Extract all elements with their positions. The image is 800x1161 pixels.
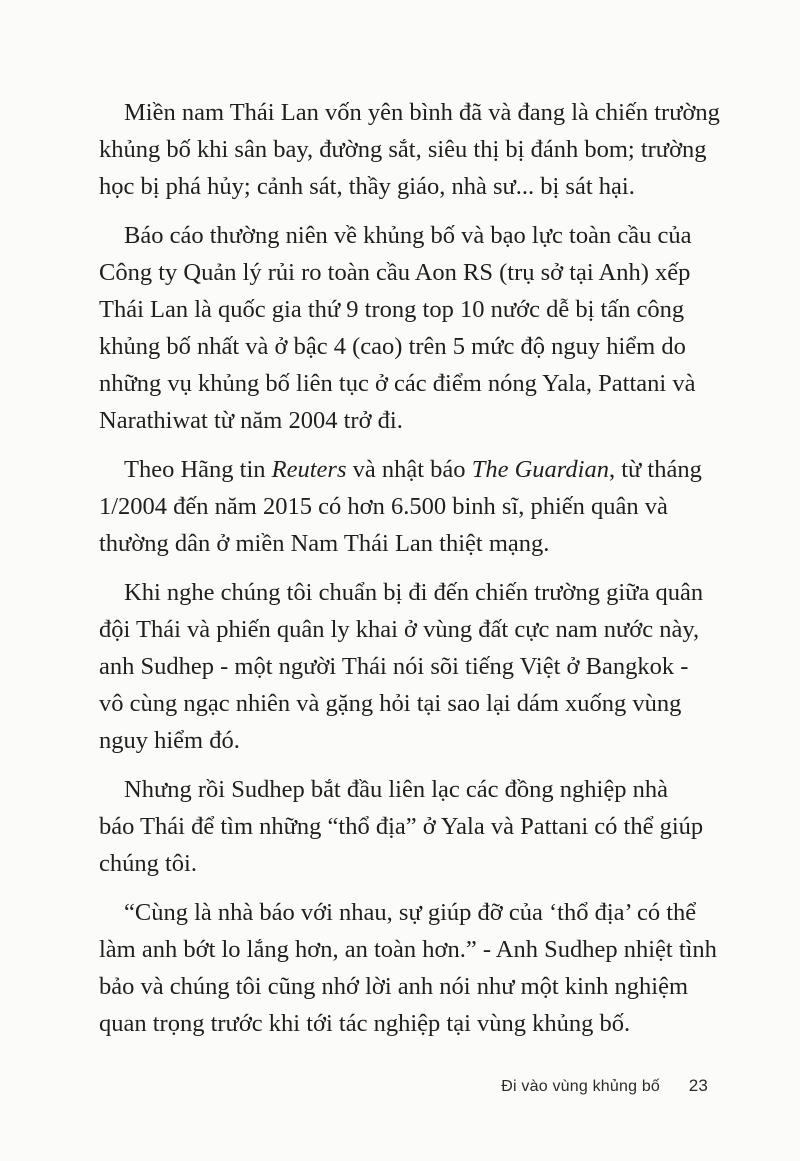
text-line: học bị phá hủy; cảnh sát, thầy giáo, nhà sư... bị sát hại. <box>99 173 635 200</box>
text-line: thường dân ở miền Nam Thái Lan thiệt mạng. <box>99 530 550 557</box>
paragraph-3 <box>99 451 706 562</box>
running-chapter-title: Đi vào vùng khủng bố <box>501 1078 661 1095</box>
text-line: nguy hiểm đó. <box>99 727 240 754</box>
text-run: , từ tháng <box>608 456 702 483</box>
text-line: làm anh bớt lo lắng hơn, an toàn hơn.” - Anh Sudhep nhiệt tình <box>99 936 717 963</box>
text-line: Thái Lan là quốc gia thứ 9 trong top 10 nước dễ bị tấn công <box>99 296 685 323</box>
text-line: “Cùng là nhà báo với nhau, sự giúp đỡ của ‘thổ địa’ có thể <box>124 899 697 926</box>
text-line: Khi nghe chúng tôi chuẩn bị đi đến chiến trường giữa quân <box>124 579 704 606</box>
text-line: anh Sudhep - một người Thái nói sõi tiếng Việt ở Bangkok - <box>99 653 689 680</box>
text-line: đội Thái và phiến quân ly khai ở vùng đất cực nam nước này, <box>99 616 700 643</box>
paragraph-2 <box>99 217 706 439</box>
publication-name-reuters: Reuters <box>271 456 347 483</box>
page-number: 23 <box>688 1076 708 1095</box>
paragraph-5 <box>99 771 706 882</box>
text-line: quan trọng trước khi tới tác nghiệp tại vùng khủng bố. <box>99 1010 631 1037</box>
body-text <box>99 94 720 1054</box>
text-line: bảo và chúng tôi cũng nhớ lời anh nói như một kinh nghiệm <box>99 973 689 1000</box>
text-run: Theo Hãng tin <box>124 456 272 483</box>
text-line: chúng tôi. <box>99 850 197 877</box>
paragraph-4 <box>99 574 706 759</box>
page-footer <box>501 1076 708 1096</box>
publication-name-guardian: The Guardian <box>471 456 609 483</box>
text-run: và nhật báo <box>346 456 472 483</box>
text-line: khủng bố nhất và ở bậc 4 (cao) trên 5 mức độ nguy hiểm do <box>99 333 686 360</box>
text-line: 1/2004 đến năm 2015 có hơn 6.500 binh sĩ, phiến quân và <box>99 493 668 520</box>
text-line: Nhưng rồi Sudhep bắt đầu liên lạc các đồng nghiệp nhà <box>124 776 668 803</box>
text-line: Báo cáo thường niên về khủng bố và bạo lực toàn cầu của <box>124 222 692 249</box>
text-line: báo Thái để tìm những “thổ địa” ở Yala và Pattani có thể giúp <box>99 813 704 840</box>
text-line: vô cùng ngạc nhiên và gặng hỏi tại sao lại dám xuống vùng <box>99 690 682 717</box>
text-line: Miền nam Thái Lan vốn yên bình đã và đang là chiến trường <box>124 99 720 126</box>
text-line: khủng bố khi sân bay, đường sắt, siêu thị bị đánh bom; trường <box>99 136 707 163</box>
text-line <box>124 451 706 488</box>
text-line: Narathiwat từ năm 2004 trở đi. <box>99 407 403 434</box>
paragraph-6 <box>99 894 717 1042</box>
paragraph-1 <box>99 94 720 205</box>
text-line: những vụ khủng bố liên tục ở các điểm nóng Yala, Pattani và <box>99 370 696 397</box>
text-line: Công ty Quản lý rủi ro toàn cầu Aon RS (trụ sở tại Anh) xếp <box>99 259 691 286</box>
